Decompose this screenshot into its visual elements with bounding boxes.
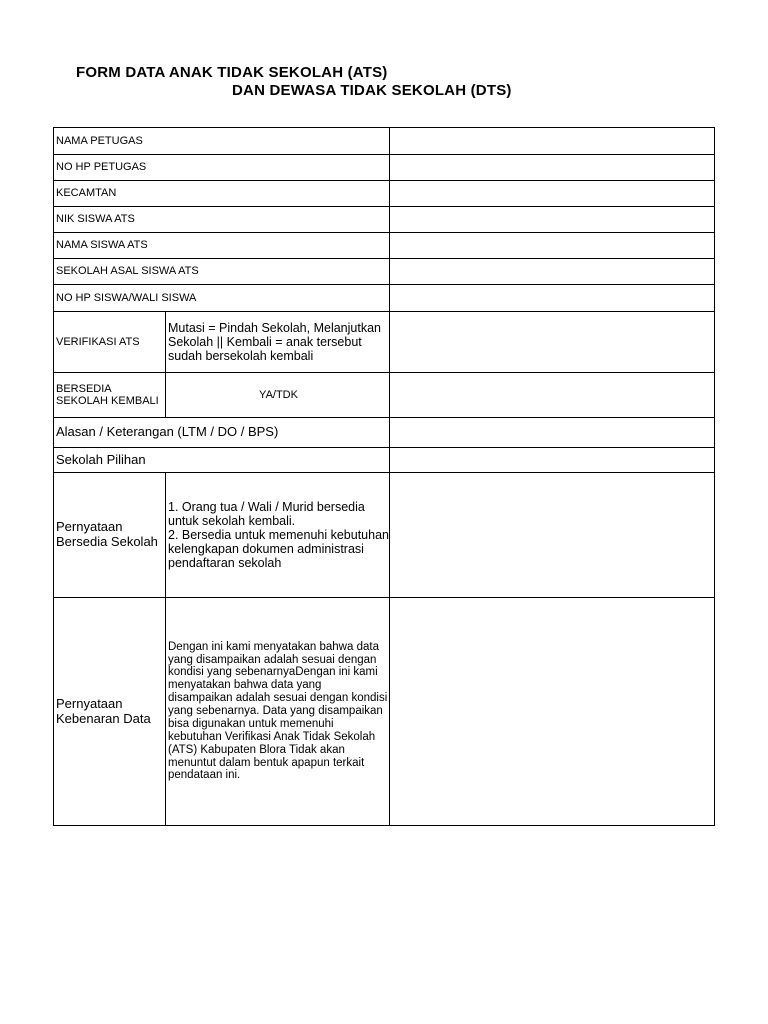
label-verifikasi: VERIFIKASI ATS <box>54 312 166 373</box>
row-nik-siswa <box>54 207 715 233</box>
row-bersedia <box>54 373 715 418</box>
input-alasan[interactable] <box>390 418 715 448</box>
input-pernyataan-bersedia[interactable] <box>390 473 715 598</box>
label-nama-siswa: NAMA SISWA ATS <box>54 233 390 259</box>
input-kecamatan[interactable] <box>390 181 715 207</box>
label-alasan: Alasan / Keterangan (LTM / DO / BPS) <box>54 418 390 448</box>
verifikasi-description: Mutasi = Pindah Sekolah, Melanjutkan Sekolah || Kembali = anak tersebut sudah bersekolah kembali <box>166 312 390 373</box>
input-verifikasi[interactable] <box>390 312 715 373</box>
label-pernyataan-kebenaran: Pernyataan Kebenaran Data <box>54 598 166 826</box>
input-sekolah-asal[interactable] <box>390 259 715 285</box>
pernyataan-bersedia-item-1: 1. Orang tua / Wali / Murid bersedia untuk sekolah kembali. <box>168 500 365 528</box>
row-nama-siswa <box>54 233 715 259</box>
pernyataan-kebenaran-text: Dengan ini kami menyatakan bahwa data yang disampaikan adalah sesuai dengan kondisi yang sebenarnyaDengan ini kami menyatakan bahwa data yang disampaikan adalah sesuai dengan kondisi yang sebenarnya. Data yang disampaikan bisa digunakan untuk memenuhi kebutuhan Verifikasi Anak Tidak Sekolah (ATS) Kabupaten Blora Tidak akan menuntut dalam bentuk apapun terkait pendataan ini. <box>166 598 390 826</box>
label-bersedia-line-2: SEKOLAH KEMBALI <box>56 395 159 407</box>
input-pernyataan-kebenaran[interactable] <box>390 598 715 826</box>
input-no-hp-siswa[interactable] <box>390 285 715 312</box>
label-bersedia-line-1: BERSEDIA <box>56 382 112 395</box>
pernyataan-bersedia-text <box>166 473 390 598</box>
row-pernyataan-bersedia <box>54 473 715 598</box>
label-no-hp-petugas: NO HP PETUGAS <box>54 155 390 181</box>
input-nama-petugas[interactable] <box>390 128 715 155</box>
row-alasan <box>54 418 715 448</box>
input-no-hp-petugas[interactable] <box>390 155 715 181</box>
ats-form-table <box>53 127 715 826</box>
label-sekolah-asal: SEKOLAH ASAL SISWA ATS <box>54 259 390 285</box>
input-sekolah-pilihan[interactable] <box>390 448 715 473</box>
input-nik-siswa[interactable] <box>390 207 715 233</box>
form-title-line-1: FORM DATA ANAK TIDAK SEKOLAH (ATS) <box>76 64 388 81</box>
label-nik-siswa: NIK SISWA ATS <box>54 207 390 233</box>
row-sekolah-asal <box>54 259 715 285</box>
row-nama-petugas <box>54 128 715 155</box>
label-no-hp-siswa: NO HP SISWA/WALI SISWA <box>54 285 390 312</box>
row-no-hp-petugas <box>54 155 715 181</box>
input-bersedia[interactable] <box>390 373 715 418</box>
row-pernyataan-kebenaran <box>54 598 715 826</box>
row-kecamatan <box>54 181 715 207</box>
label-pernyataan-bersedia: Pernyataan Bersedia Sekolah <box>54 473 166 598</box>
label-sekolah-pilihan: Sekolah Pilihan <box>54 448 390 473</box>
label-bersedia <box>54 373 166 418</box>
label-kecamatan: KECAMTAN <box>54 181 390 207</box>
row-verifikasi <box>54 312 715 373</box>
label-nama-petugas: NAMA PETUGAS <box>54 128 390 155</box>
form-title-line-2: DAN DEWASA TIDAK SEKOLAH (DTS) <box>232 82 512 99</box>
input-nama-siswa[interactable] <box>390 233 715 259</box>
bersedia-option: YA/TDK <box>166 373 390 418</box>
pernyataan-bersedia-item-2: 2. Bersedia untuk memenuhi kebutuhan kelengkapan dokumen administrasi pendaftaran sekolah <box>168 528 389 570</box>
row-no-hp-siswa <box>54 285 715 312</box>
row-sekolah-pilihan <box>54 448 715 473</box>
